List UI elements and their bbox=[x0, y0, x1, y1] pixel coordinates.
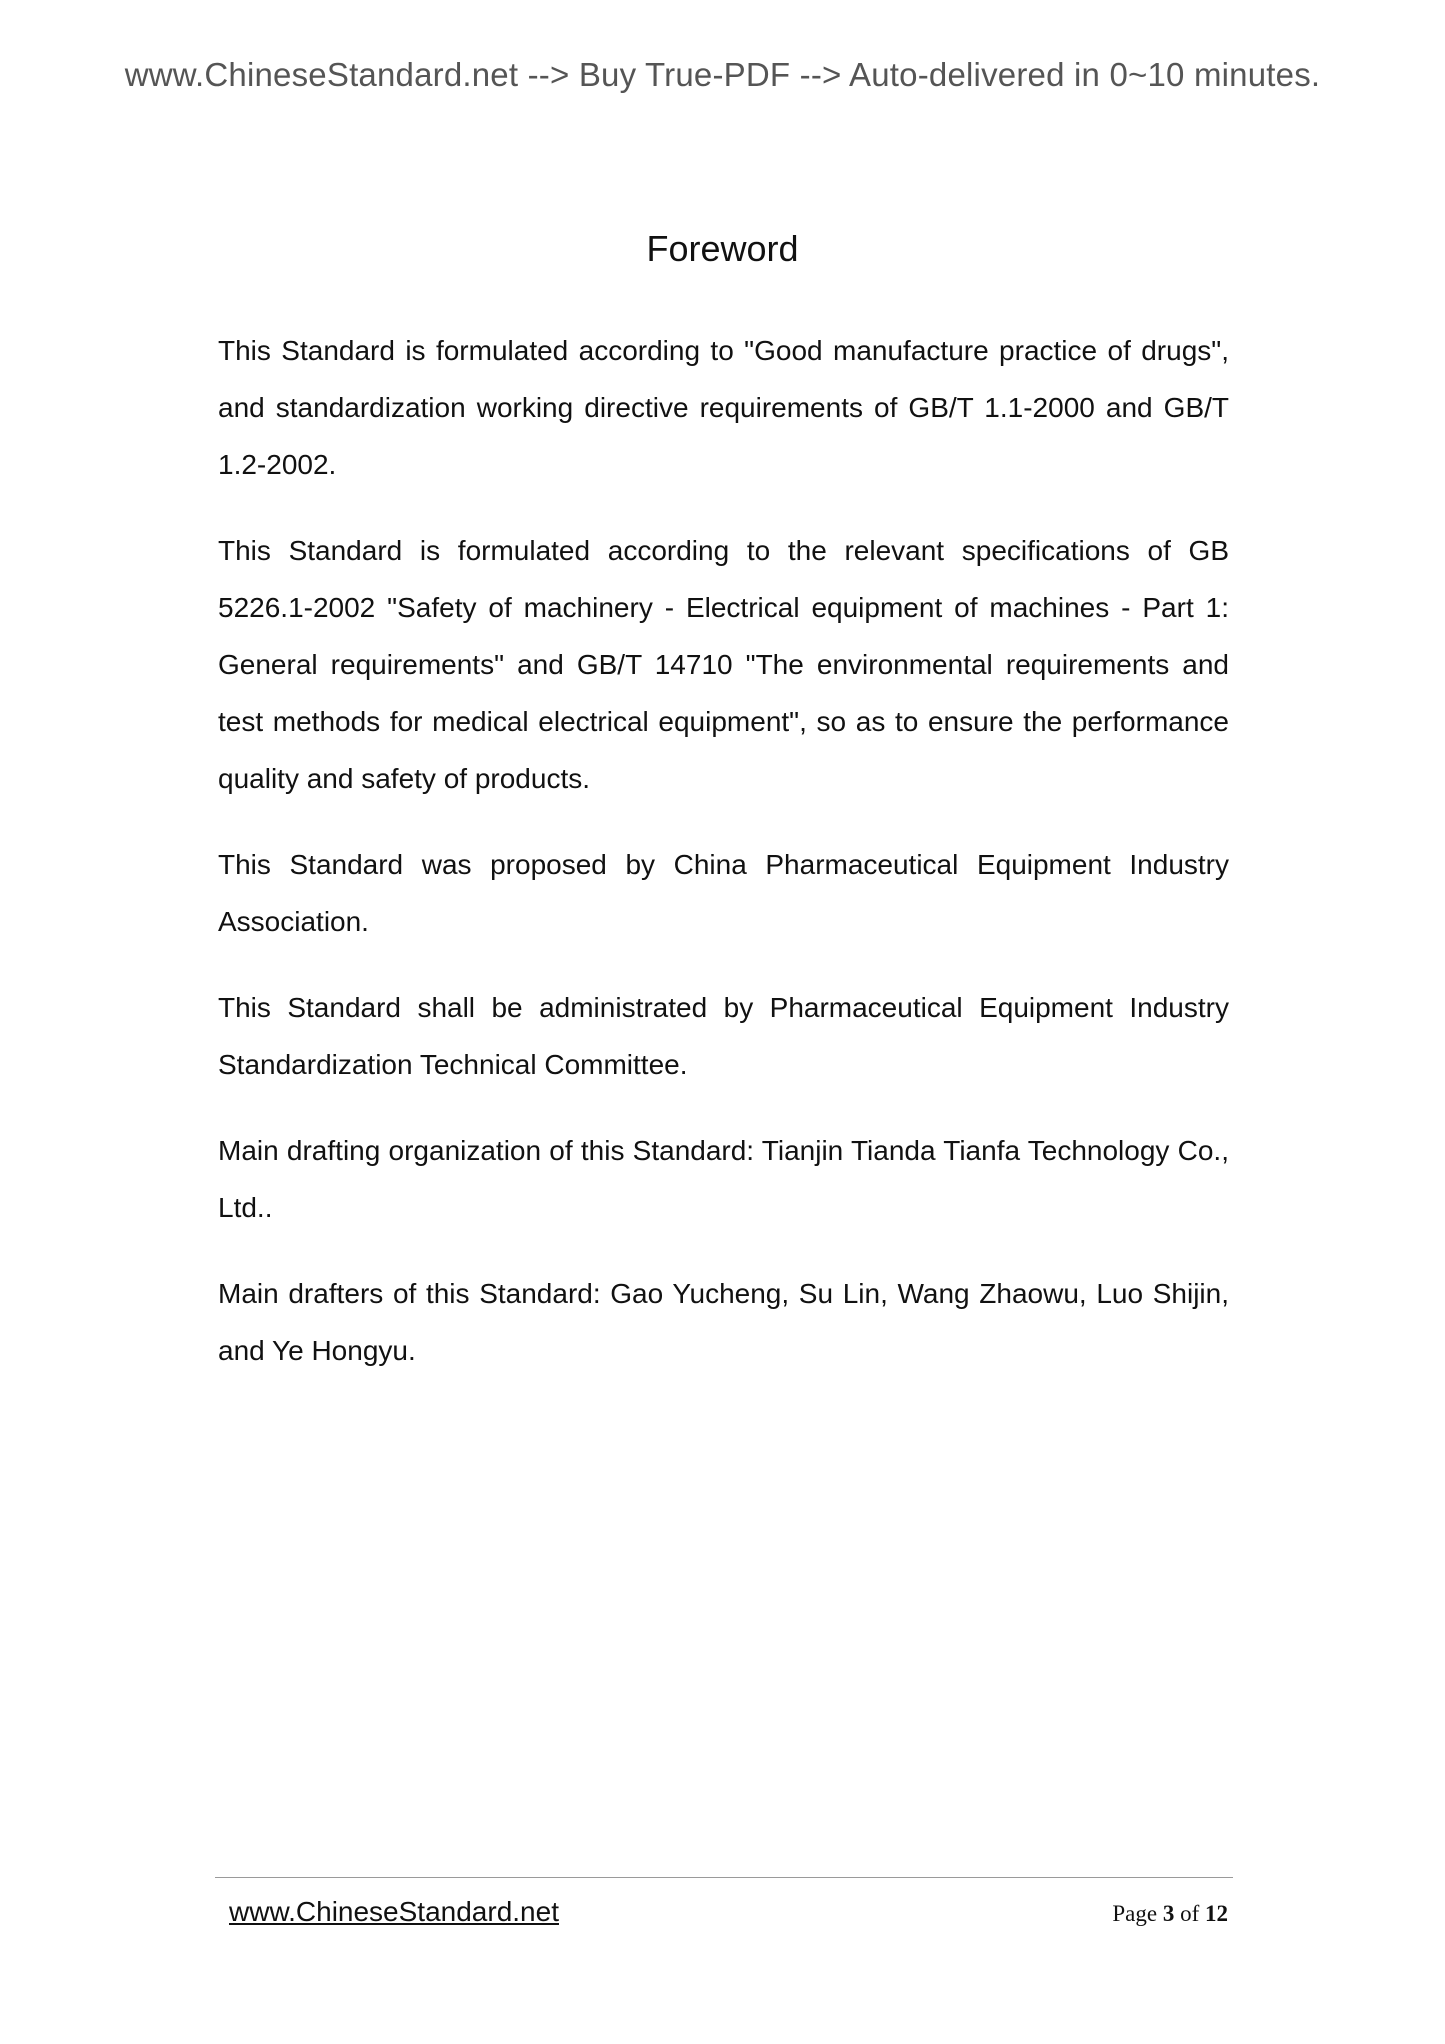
page-label: Page bbox=[1112, 1901, 1158, 1926]
footer-website-link[interactable]: www.ChineseStandard.net bbox=[229, 1896, 559, 1927]
paragraph-drafters: Main drafters of this Standard: Gao Yucheng, Su Lin, Wang Zhaowu, Luo Shijin, and Ye Hongyu. bbox=[218, 1278, 1229, 1366]
page-number bbox=[1112, 1901, 1228, 1927]
footer-divider bbox=[215, 1877, 1233, 1878]
header-banner: www.ChineseStandard.net --> Buy True-PDF --> Auto-delivered in 0~10 minutes. bbox=[124, 56, 1321, 93]
page-title: Foreword bbox=[646, 228, 799, 269]
page-of-label: of bbox=[1180, 1901, 1200, 1926]
paragraph-drafting-organization: Main drafting organization of this Standard: Tianjin Tianda Tianfa Technology Co., Ltd.. bbox=[218, 1135, 1229, 1223]
paragraph-formulation-basis: This Standard is formulated according to "Good manufacture practice of drugs", and standardization working directive requirements of GB/T 1.1-2000 and GB/T 1.2-2002. bbox=[218, 335, 1229, 480]
paragraph-administrated-by: This Standard shall be administrated by Pharmaceutical Equipment Industry Standardization Technical Committee. bbox=[218, 992, 1229, 1080]
paragraph-specifications: This Standard is formulated according to the relevant specifications of GB 5226.1-2002 "Safety of machinery - Electrical equipment of machines - Part 1: General requirements" and GB/T 14710 "The environmental requirements and test methods for medical electrical equipment", so as to ensure the performance quality and safety of products. bbox=[218, 535, 1229, 794]
page-total: 12 bbox=[1205, 1901, 1228, 1926]
paragraph-proposed-by: This Standard was proposed by China Pharmaceutical Equipment Industry Association. bbox=[218, 849, 1229, 937]
document-body bbox=[218, 322, 1229, 1408]
page-current: 3 bbox=[1162, 1901, 1175, 1926]
